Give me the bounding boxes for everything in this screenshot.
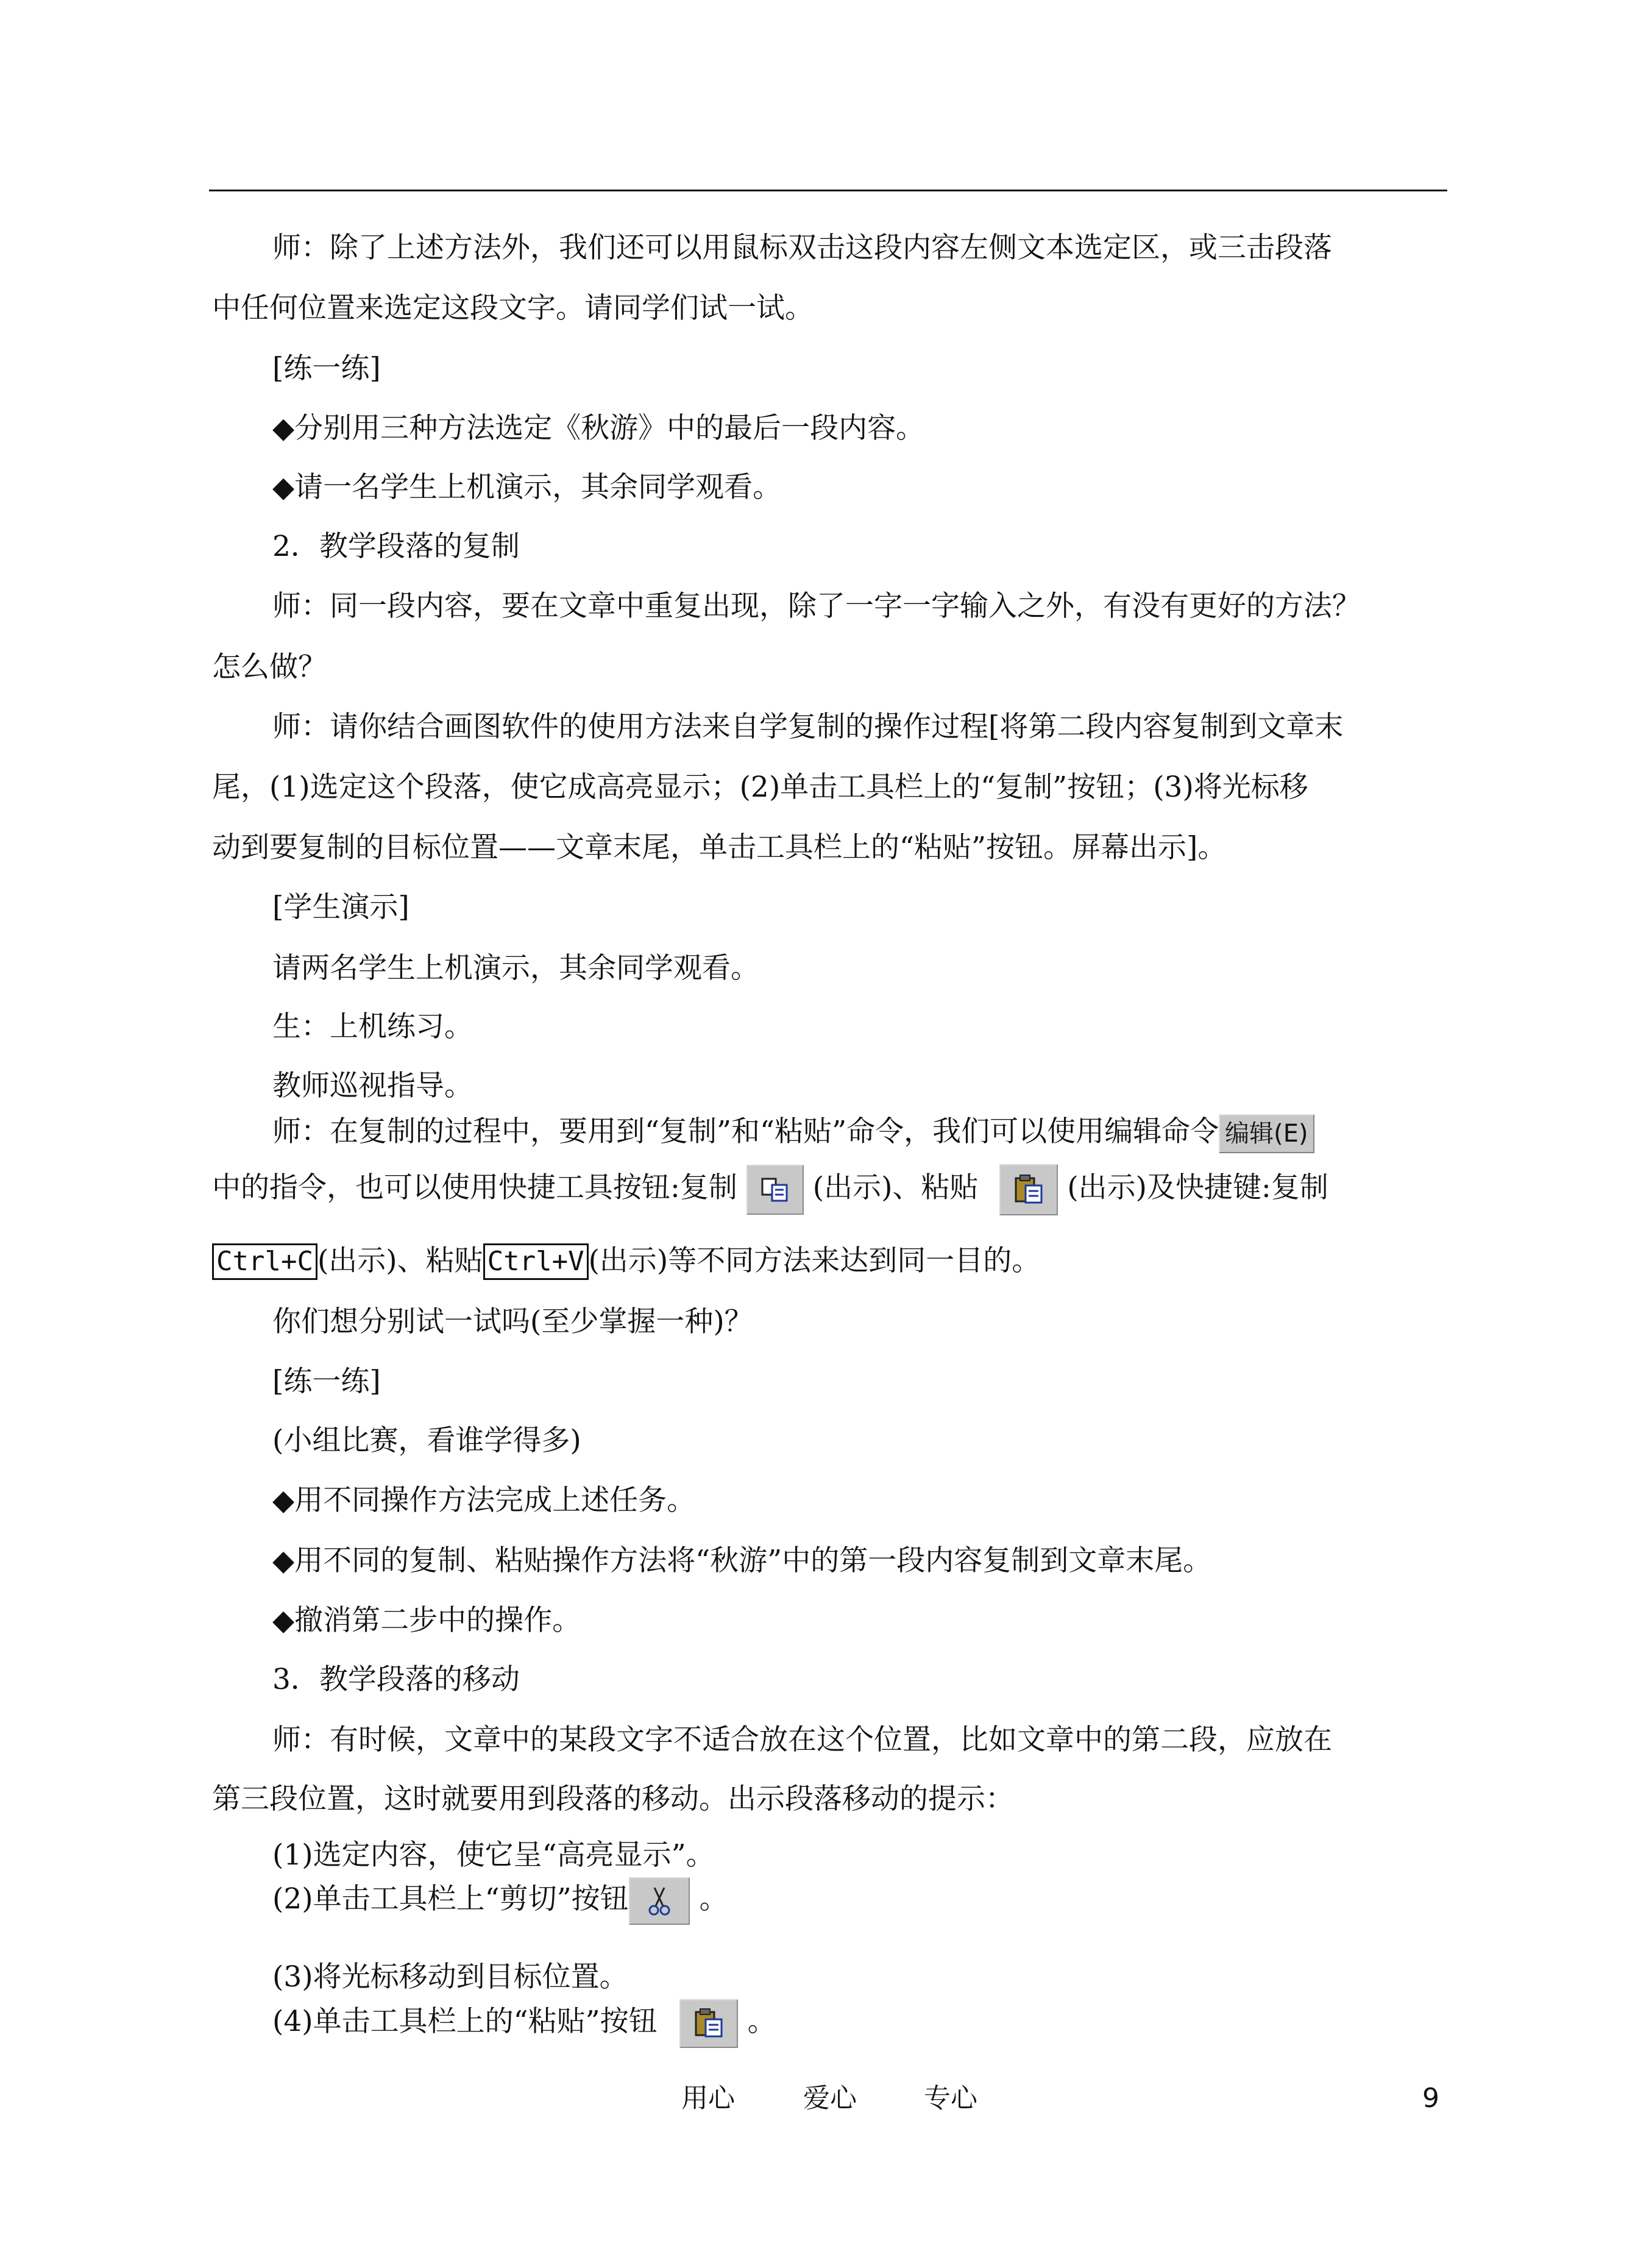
paragraph-line: 师：同一段内容，要在文章中重复出现，除了一字一字输入之外，有没有更好的方法？ <box>272 589 1361 623</box>
section-heading: 3．教学段落的移动 <box>272 1663 520 1696</box>
bullet-item: ◆撤消第二步中的操作。 <box>272 1604 581 1637</box>
paragraph-line: 尾，(1)选定这个段落，使它成高亮显示；(2)单击工具栏上的“复制”按钮；(3)将光标移 <box>212 770 1308 804</box>
edit-menu-button[interactable]: 编辑(E) <box>1219 1114 1314 1153</box>
paragraph-line: 师：请你结合画图软件的使用方法来自学复制的操作过程[将第二段内容复制到文章末 <box>272 710 1344 744</box>
paragraph-line <box>212 1164 1328 1215</box>
paragraph-line <box>272 1114 1314 1153</box>
page-number: 9 <box>1422 2083 1439 2114</box>
paste-button[interactable] <box>999 1164 1058 1215</box>
step-item: (3)将光标移动到目标位置。 <box>272 1960 628 1994</box>
paragraph-line: 教师巡视指导。 <box>272 1069 473 1103</box>
paste-shortcut-key: Ctrl+V <box>483 1243 589 1280</box>
line-text: (出示)及快捷键:复制 <box>1067 1171 1328 1204</box>
bullet-item: ◆分别用三种方法选定《秋游》中的最后一段内容。 <box>272 411 925 445</box>
section-label: [学生演示] <box>272 890 410 924</box>
header-rule <box>209 190 1447 191</box>
paragraph-line: 怎么做？ <box>212 650 327 684</box>
section-label: [练一练] <box>272 1365 381 1398</box>
line-text: (出示)、粘贴 <box>317 1244 483 1278</box>
paragraph-line: 师：除了上述方法外，我们还可以用鼠标双击这段内容左侧文本选定区，或三击段落 <box>272 231 1332 265</box>
paragraph-line: 你们想分别试一试吗(至少掌握一种)？ <box>272 1305 753 1338</box>
paragraph-line: 第三段位置，这时就要用到段落的移动。出示段落移动的提示： <box>212 1782 1014 1816</box>
line-text: (2)单击工具栏上“剪切”按钮 <box>272 1882 629 1916</box>
cut-button[interactable] <box>629 1877 690 1925</box>
step-item <box>272 1877 728 1925</box>
section-label: [练一练] <box>272 352 381 385</box>
bullet-item: ◆用不同的复制、粘贴操作方法将“秋游”中的第一段内容复制到文章末尾。 <box>272 1544 1212 1577</box>
line-text: 师：在复制的过程中，要用到“复制”和“粘贴”命令，我们可以使用编辑命令 <box>272 1115 1219 1148</box>
step-item: (1)选定内容，使它呈“高亮显示”。 <box>272 1838 715 1872</box>
paragraph-line: 动到要复制的目标位置——文章末尾，单击工具栏上的“粘贴”按钮。屏幕出示]。 <box>212 831 1227 864</box>
line-text: (出示)等不同方法来达到同一目的。 <box>588 1244 1041 1278</box>
bullet-item: ◆请一名学生上机演示，其余同学观看。 <box>272 471 782 504</box>
line-text: (出示)、粘贴 <box>812 1171 979 1204</box>
line-text: 中的指令，也可以使用快捷工具按钮:复制 <box>212 1171 737 1204</box>
paragraph-line: 师：有时候，文章中的某段文字不适合放在这个位置，比如文章中的第二段，应放在 <box>272 1723 1332 1757</box>
line-text: (4)单击工具栏上的“粘贴”按钮 <box>272 2005 658 2038</box>
copy-button[interactable] <box>746 1165 804 1215</box>
step-item <box>272 1999 776 2048</box>
copy-icon <box>760 1176 790 1203</box>
bullet-item: ◆用不同操作方法完成上述任务。 <box>272 1484 696 1517</box>
paragraph-line: (小组比赛，看谁学得多) <box>272 1424 581 1457</box>
footer-text-middle: 爱心 <box>803 2083 857 2114</box>
line-text: 。 <box>747 2005 776 2038</box>
scissors-icon <box>646 1885 673 1917</box>
line-text: 。 <box>699 1882 728 1916</box>
footer-text-right: 专心 <box>924 2083 977 2114</box>
section-heading: 2．教学段落的复制 <box>272 530 520 563</box>
paragraph-line: 中任何位置来选定这段文字。请同学们试一试。 <box>212 291 814 325</box>
paste-icon <box>1012 1173 1045 1206</box>
footer-text-left: 用心 <box>681 2083 735 2114</box>
paste-icon <box>692 2007 725 2040</box>
paragraph-line <box>212 1243 1040 1280</box>
paragraph-line: 生：上机练习。 <box>272 1010 473 1043</box>
paragraph-line: 请两名学生上机演示，其余同学观看。 <box>272 951 759 985</box>
copy-shortcut-key: Ctrl+C <box>212 1243 317 1280</box>
paste-button[interactable] <box>679 1999 738 2048</box>
